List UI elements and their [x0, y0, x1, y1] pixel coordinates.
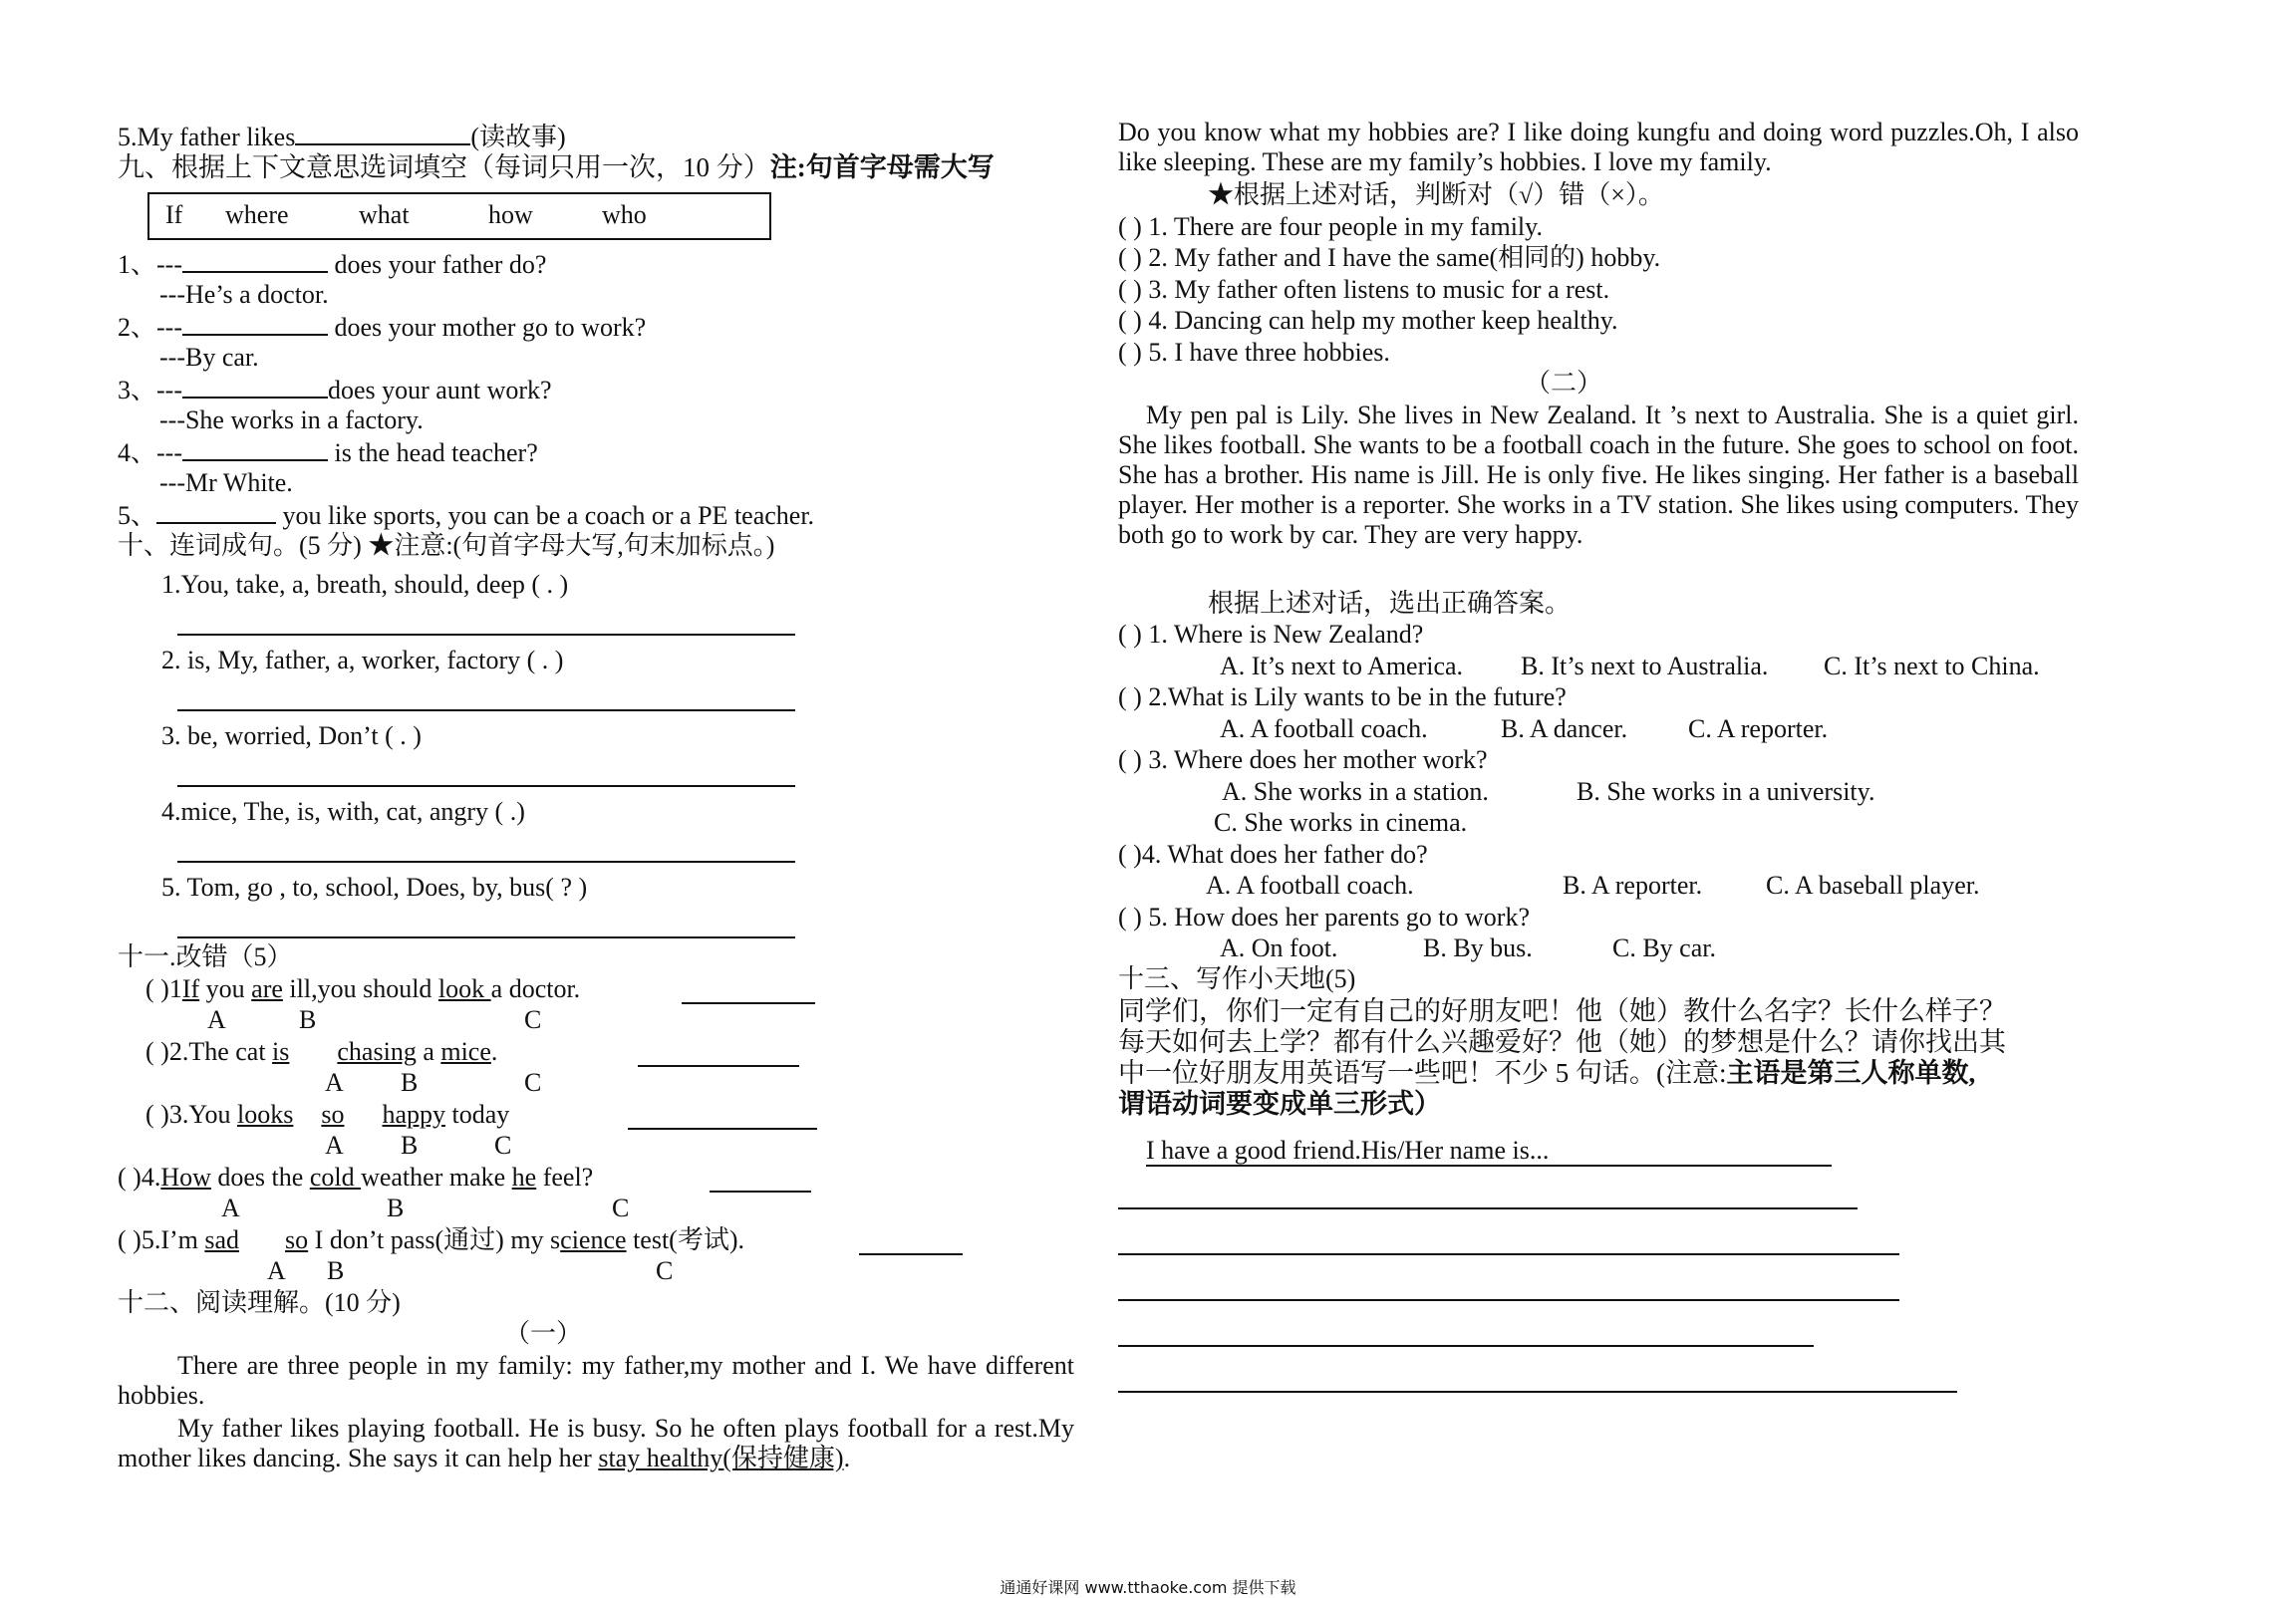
section-9-heading	[118, 152, 995, 182]
s11-paren: ( )5.I’m	[118, 1225, 205, 1254]
reading-1-p2-text: My father likes playing football. He is busy. So he often plays football for a rest.My mother likes dancing. She says it can help her	[118, 1414, 1074, 1472]
mc-4-option-b[interactable]: B. A reporter.	[1563, 871, 1703, 900]
s11-text: a	[416, 1037, 441, 1066]
s11-text: .	[490, 1037, 498, 1066]
reading-1-paragraph-2	[118, 1414, 1074, 1473]
reading-1-paragraph-3: Do you know what my hobbies are? I like doing kungfu and doing word puzzles.Oh, I also like sleeping. These are my family’s hobbies. I love my family.	[1118, 118, 2079, 176]
s10-answer-line-5[interactable]	[177, 936, 795, 938]
writing-line-1[interactable]	[1118, 1207, 1858, 1209]
mc-4-option-a[interactable]: A. A football coach.	[1206, 871, 1414, 900]
s11-answer-line-1[interactable]	[682, 1002, 815, 1004]
s11-label-c: C	[524, 1005, 542, 1034]
mc-question-3[interactable]: ( ) 3. Where does her mother work?	[1118, 745, 1488, 774]
s9-answer-4: ---Mr White.	[159, 468, 293, 497]
s11-label-a: A	[207, 1005, 226, 1034]
s11-label-a: A	[325, 1131, 344, 1160]
s9-item-1	[118, 249, 546, 280]
s11-label-b: B	[401, 1131, 419, 1160]
s11-row-3	[145, 1100, 509, 1130]
s11-part-a: How	[160, 1163, 211, 1192]
reading-2-passage: My pen pal is Lily. She lives in New Zealand. It ’s next to Australia. She is a quiet girl. She likes football. She wants to be a football coach in the future. She goes to school on foot. She has a brother. His name is Jill. He is only five. He likes singing. Her father is a baseball player. Her mother is a reporter. She works in a TV station. She likes using computers. They both go to work by car. They are very happy.	[1118, 400, 2079, 549]
mc-4-option-c[interactable]: C. A baseball player.	[1766, 871, 1980, 900]
s10-item-1: 1.You, take, a, breath, should, deep ( . )	[161, 570, 569, 599]
word-where: where	[225, 200, 289, 229]
s10-answer-line-2[interactable]	[177, 709, 795, 711]
mc-question-1[interactable]: ( ) 1. Where is New Zealand?	[1118, 620, 1424, 649]
s9-item-num: 2、---	[118, 313, 182, 342]
s11-part-c: mice	[440, 1037, 491, 1066]
s9-item-num: 4、---	[118, 438, 182, 467]
s11-text: test(考试).	[626, 1225, 744, 1254]
s11-paren: ( )2.The cat	[145, 1037, 273, 1066]
s9-item-num: 5、	[118, 501, 157, 530]
s10-item-5: 5. Tom, go , to, school, Does, by, bus( ? )	[161, 873, 588, 902]
mc-1-option-a[interactable]: A. It’s next to America.	[1220, 652, 1464, 680]
mc-5-option-c[interactable]: C. By car.	[1612, 933, 1716, 962]
s11-part-a: If	[181, 974, 200, 1003]
s11-text: feel?	[536, 1163, 594, 1192]
reading-1-p2-underlined: stay healthy(保持健康)	[598, 1444, 844, 1472]
s11-label-a: A	[221, 1194, 240, 1222]
s11-text: ill,you should	[282, 974, 438, 1003]
s11-text: a doctor.	[490, 974, 581, 1003]
s11-part-b: so	[321, 1100, 345, 1129]
s11-label-b: B	[299, 1005, 317, 1034]
mc-2-option-a[interactable]: A. A football coach.	[1220, 714, 1428, 743]
s11-part-a: looks	[237, 1100, 294, 1129]
mc-1-option-c[interactable]: C. It’s next to China.	[1824, 652, 2040, 680]
reading-1-p2-end: .	[843, 1444, 851, 1472]
s9-item-num: 3、---	[118, 376, 182, 404]
section-12-sub-1: （一）	[504, 1319, 583, 1348]
s11-label-c: C	[524, 1068, 542, 1097]
s9-item-text: does your aunt work?	[327, 376, 552, 404]
q5-text: 5.My father likes	[118, 123, 296, 151]
section-13-line-2: 每天如何去上学？都有什么兴趣爱好？他（她）的梦想是什么？请你找出其	[1118, 1027, 2006, 1057]
mc-5-option-a[interactable]: A. On foot.	[1220, 933, 1338, 962]
s9-answer-3: ---She works in a factory.	[159, 405, 424, 434]
s11-part-c: look	[437, 974, 491, 1003]
section-12-heading: 十二、阅读理解。(10 分)	[118, 1288, 401, 1317]
s11-text: I don’t pass(通过) my s	[308, 1225, 561, 1254]
s9-item-5	[118, 500, 814, 531]
section-13-heading: 十三、写作小天地(5)	[1118, 964, 1356, 993]
s11-label-b: B	[401, 1068, 419, 1097]
s11-answer-line-3[interactable]	[628, 1128, 817, 1130]
s10-item-4: 4.mice, The, is, with, cat, angry ( .)	[161, 797, 525, 826]
s11-part-c: he	[511, 1163, 537, 1192]
mc-2-option-b[interactable]: B. A dancer.	[1501, 714, 1628, 743]
reading-1-paragraph-1: There are three people in my family: my father,my mother and I. We have different hobbies.	[118, 1351, 1074, 1410]
s11-part-c: happy	[382, 1100, 446, 1129]
word-who: who	[602, 200, 647, 229]
q5-end: (读故事)	[470, 123, 566, 151]
writing-line-0[interactable]	[1146, 1165, 1832, 1167]
tf-item-2[interactable]: ( ) 2. My father and I have the same(相同的) hobby.	[1118, 243, 1661, 272]
section-13-line-3-bold: 主语是第三人称单数,	[1726, 1058, 1976, 1088]
section-13-line-1: 同学们，你们一定有自己的好朋友吧！他（她）教什么名字？长什么样子？	[1118, 996, 2006, 1026]
word-how: how	[488, 200, 533, 229]
s11-part-a: sad	[204, 1225, 240, 1254]
s9-answer-1: ---He’s a doctor.	[159, 280, 329, 309]
s11-label-a: A	[267, 1256, 286, 1285]
section-13-line-3	[1118, 1058, 1975, 1088]
s11-label-c: C	[494, 1131, 512, 1160]
s11-part-b: cold	[309, 1163, 362, 1192]
s9-item-text: is the head teacher?	[327, 438, 538, 467]
mc-3-option-a[interactable]: A. She works in a station.	[1222, 777, 1489, 806]
mc-question-2[interactable]: ( ) 2.What is Lily wants to be in the future?	[1118, 682, 1567, 711]
section-13-line-4: 谓语动词要变成单三形式）	[1118, 1089, 1441, 1119]
s11-text: weather make	[361, 1163, 512, 1192]
s9-blank-4[interactable]	[182, 437, 328, 461]
s9-blank-5[interactable]	[156, 500, 276, 524]
writing-line-4[interactable]	[1118, 1345, 1814, 1347]
s11-part-b: so	[285, 1225, 309, 1254]
s11-row-2	[145, 1037, 497, 1067]
writing-line-2[interactable]	[1118, 1253, 1899, 1255]
section-13-line-3-text: 中一位好朋友用英语写一些吧！不少 5 句话。(注意:	[1118, 1058, 1727, 1088]
s9-item-num: 1、---	[118, 250, 182, 279]
s11-label-a: A	[325, 1068, 344, 1097]
section-12-sub-2: （二）	[1525, 369, 1603, 398]
footer-credit: 通通好课网 www.tthaoke.com 提供下载	[1000, 1578, 1296, 1597]
s11-paren: ( )1	[145, 974, 182, 1003]
s9-blank-3[interactable]	[182, 375, 328, 399]
mc-5-option-b[interactable]: B. By bus.	[1423, 933, 1533, 962]
mc-3-option-c[interactable]: C. She works in cinema.	[1214, 808, 1468, 837]
mc-heading: 根据上述对话，选出正确答案。	[1208, 589, 1572, 618]
q5-line	[118, 122, 566, 152]
s11-answer-line-5[interactable]	[859, 1253, 963, 1255]
s11-answer-line-2[interactable]	[638, 1065, 799, 1067]
section-9-title: 九、根据上下文意思选词填空（每词只用一次，10 分）	[118, 152, 770, 182]
s10-item-2: 2. is, My, father, a, worker, factory ( . )	[161, 646, 564, 674]
word-what: what	[359, 200, 410, 229]
s11-part-c: cience	[560, 1225, 627, 1254]
s11-part-b: are	[251, 974, 283, 1003]
mc-2-option-c[interactable]: C. A reporter.	[1688, 714, 1829, 743]
tf-item-4[interactable]: ( ) 4. Dancing can help my mother keep healthy.	[1118, 306, 1618, 335]
s11-label-c: C	[612, 1194, 630, 1222]
mc-3-option-b[interactable]: B. She works in a university.	[1577, 777, 1875, 806]
tf-item-3[interactable]: ( ) 3. My father often listens to music for a rest.	[1118, 275, 1610, 304]
writing-starter: I have a good friend.His/Her name is...	[1146, 1136, 1550, 1165]
tf-item-5[interactable]: ( ) 5. I have three hobbies.	[1118, 338, 1390, 367]
word-box	[147, 192, 771, 240]
s11-row-1	[145, 974, 580, 1004]
s11-text: you	[199, 974, 252, 1003]
s11-row-4	[118, 1163, 593, 1193]
tf-item-1[interactable]: ( ) 1. There are four people in my family.	[1118, 212, 1543, 241]
s9-item-text: you like sports, you can be a coach or a PE teacher.	[276, 501, 815, 530]
mc-question-4[interactable]: ( )4. What does her father do?	[1118, 840, 1428, 869]
s9-item-4	[118, 437, 538, 468]
s11-part-a: is	[272, 1037, 290, 1066]
s9-item-text: does your father do?	[327, 250, 547, 279]
s11-label-b: B	[387, 1194, 405, 1222]
s10-answer-line-1[interactable]	[177, 634, 795, 636]
s9-item-text: does your mother go to work?	[327, 313, 647, 342]
word-if: If	[165, 200, 183, 229]
s11-answer-line-4[interactable]	[710, 1191, 811, 1193]
s9-item-3	[118, 375, 552, 405]
s11-text: does the	[210, 1163, 310, 1192]
s11-label-c: C	[656, 1256, 674, 1285]
s10-answer-line-4[interactable]	[177, 861, 795, 863]
tf-heading: ★根据上述对话，判断对（√）错（×）。	[1208, 180, 1664, 209]
s9-blank-2[interactable]	[182, 312, 328, 336]
section-9-note: 注:句首字母需大写	[769, 152, 995, 182]
writing-line-3[interactable]	[1118, 1299, 1899, 1301]
s11-row-5	[118, 1225, 744, 1255]
section-10-heading: 十、连词成句。(5 分) ★注意:(句首字母大写,句末加标点。)	[118, 531, 775, 560]
s9-blank-1[interactable]	[182, 249, 328, 273]
s11-part-b: chasing	[337, 1037, 417, 1066]
q5-blank[interactable]	[295, 122, 470, 145]
s10-item-3: 3. be, worried, Don’t ( . )	[161, 721, 422, 750]
mc-question-5[interactable]: ( ) 5. How does her parents go to work?	[1118, 903, 1531, 932]
s9-item-2	[118, 312, 646, 343]
s11-paren: ( )4.	[118, 1163, 161, 1192]
s9-answer-2: ---By car.	[159, 343, 259, 372]
s11-paren: ( )3.You	[145, 1100, 237, 1129]
section-11-heading: 十一.改错（5）	[118, 942, 293, 971]
writing-line-5[interactable]	[1118, 1391, 1957, 1393]
mc-1-option-b[interactable]: B. It’s next to Australia.	[1521, 652, 1769, 680]
s11-label-b: B	[327, 1256, 345, 1285]
s11-text: today	[445, 1100, 510, 1129]
s10-answer-line-3[interactable]	[177, 785, 795, 787]
